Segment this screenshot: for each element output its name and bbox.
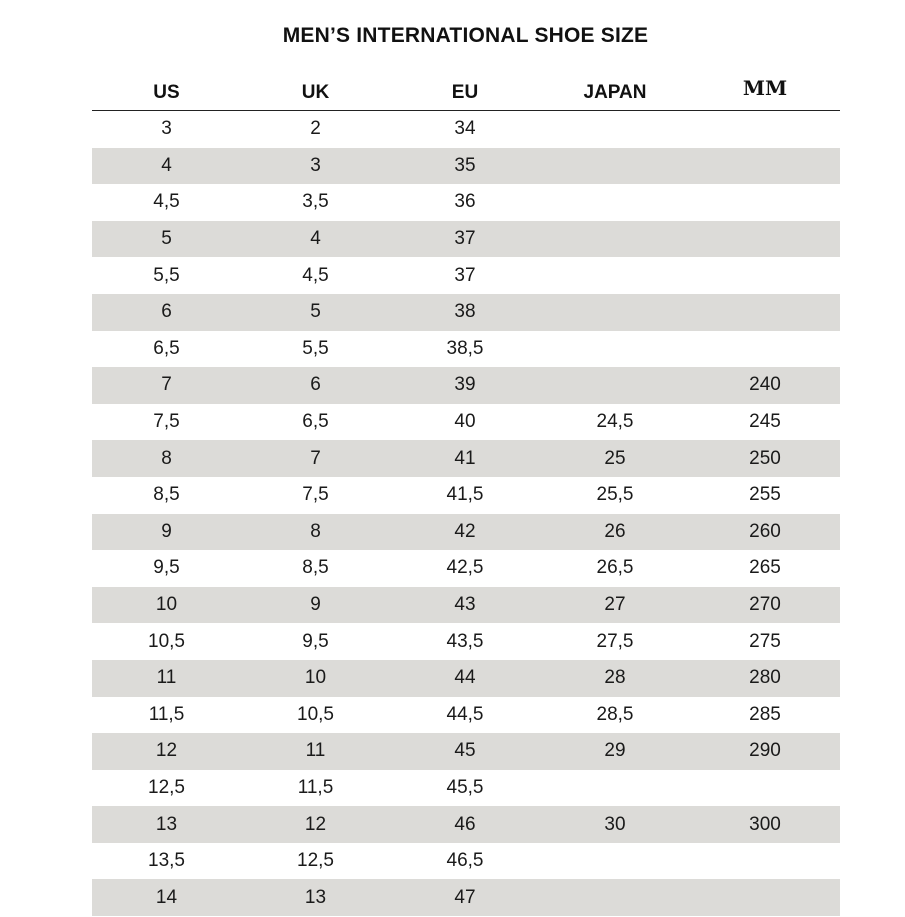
column-header-eu: EU	[451, 82, 479, 103]
cell-eu: 43	[454, 594, 476, 616]
cell-eu: 44	[454, 667, 476, 689]
column-header-mm: MM	[742, 76, 788, 100]
table-row	[92, 697, 840, 734]
table-row	[92, 514, 840, 551]
cell-mm: 245	[749, 411, 781, 433]
cell-japan: 28	[604, 667, 626, 689]
cell-mm: 240	[749, 374, 781, 396]
cell-eu: 38,5	[446, 337, 484, 359]
cell-mm: 300	[749, 813, 781, 835]
cell-uk: 12,5	[297, 850, 334, 872]
cell-eu: 37	[454, 228, 476, 250]
cell-eu: 41	[454, 447, 476, 469]
cell-us: 8,5	[153, 484, 180, 506]
cell-us: 10	[155, 594, 178, 616]
cell-uk: 3,5	[302, 191, 329, 213]
cell-eu: 42	[454, 520, 476, 542]
cell-uk: 11,5	[297, 776, 334, 798]
cell-us: 8	[161, 447, 172, 469]
cell-eu: 47	[454, 886, 476, 908]
cell-us: 13,5	[148, 850, 185, 872]
table-header	[92, 76, 840, 111]
cell-us: 12	[155, 740, 178, 762]
cell-eu: 41,5	[446, 484, 484, 506]
cell-japan: 26,5	[596, 557, 634, 579]
table-row	[92, 184, 840, 221]
cell-eu: 34	[454, 118, 476, 140]
cell-mm: 285	[749, 703, 781, 725]
cell-us: 6	[161, 301, 172, 323]
cell-mm: 290	[749, 740, 781, 762]
size-table	[92, 76, 840, 916]
table-row	[92, 587, 840, 624]
table-row	[92, 879, 840, 916]
cell-eu: 37	[454, 264, 476, 286]
cell-japan: 28,5	[596, 703, 634, 725]
table-row	[92, 257, 840, 294]
cell-eu: 39	[454, 374, 476, 396]
cell-us: 6,5	[153, 337, 180, 359]
cell-eu: 46,5	[446, 850, 484, 872]
cell-mm: 265	[749, 557, 781, 579]
column-header-japan: JAPAN	[583, 82, 647, 103]
cell-us: 7	[161, 374, 172, 396]
cell-us: 5	[161, 228, 172, 250]
cell-us: 3	[161, 118, 172, 140]
cell-uk: 8,5	[302, 557, 329, 579]
table-row	[92, 294, 840, 331]
cell-eu: 35	[454, 154, 476, 176]
cell-japan: 24,5	[596, 411, 634, 433]
cell-japan: 27	[604, 594, 626, 616]
cell-japan: 25,5	[596, 484, 634, 506]
cell-japan: 30	[604, 813, 626, 835]
cell-uk: 11	[305, 740, 326, 762]
cell-us: 12,5	[148, 776, 185, 798]
cell-eu: 44,5	[446, 703, 484, 725]
cell-us: 4	[161, 154, 172, 176]
cell-japan: 27,5	[596, 630, 634, 652]
table-row	[92, 440, 840, 477]
cell-uk: 10,5	[297, 703, 334, 725]
table-row	[92, 770, 840, 807]
table-row	[92, 660, 840, 697]
cell-uk: 3	[310, 154, 321, 176]
cell-mm: 270	[749, 594, 781, 616]
cell-uk: 5,5	[302, 337, 329, 359]
cell-uk: 4,5	[302, 264, 329, 286]
table-body	[92, 111, 840, 916]
cell-mm: 260	[749, 520, 781, 542]
cell-eu: 43,5	[446, 630, 484, 652]
table-row	[92, 733, 840, 770]
table-row	[92, 111, 840, 148]
cell-us: 9	[161, 520, 172, 542]
cell-eu: 45,5	[446, 776, 484, 798]
column-header-uk: UK	[301, 82, 330, 103]
cell-uk: 5	[310, 301, 321, 323]
cell-us: 5,5	[153, 264, 180, 286]
cell-uk: 13	[304, 886, 327, 908]
cell-uk: 6	[310, 374, 321, 396]
table-row	[92, 148, 840, 185]
cell-uk: 12	[304, 813, 327, 835]
cell-uk: 9	[310, 594, 321, 616]
page-title: MEN’S INTERNATIONAL SHOE SIZE	[282, 24, 649, 47]
cell-uk: 7	[310, 447, 321, 469]
cell-us: 11,5	[148, 703, 185, 725]
cell-eu: 38	[454, 301, 476, 323]
cell-uk: 10	[304, 667, 327, 689]
cell-uk: 4	[310, 228, 321, 250]
cell-us: 13	[155, 813, 178, 835]
table-row	[92, 404, 840, 441]
cell-japan: 26	[604, 520, 626, 542]
table-row	[92, 221, 840, 258]
table-row	[92, 331, 840, 368]
cell-uk: 2	[310, 118, 321, 140]
cell-us: 10,5	[148, 630, 185, 652]
cell-us: 7,5	[153, 411, 180, 433]
cell-eu: 46	[454, 813, 476, 835]
cell-eu: 42,5	[446, 557, 484, 579]
cell-japan: 29	[604, 740, 626, 762]
cell-us: 14	[155, 886, 178, 908]
cell-mm: 250	[749, 447, 781, 469]
cell-uk: 9,5	[302, 630, 329, 652]
table-row	[92, 367, 840, 404]
cell-eu: 36	[454, 191, 476, 213]
table-row	[92, 550, 840, 587]
column-header-us: US	[153, 82, 180, 103]
cell-uk: 7,5	[302, 484, 329, 506]
cell-mm: 255	[749, 484, 781, 506]
cell-uk: 6,5	[302, 411, 329, 433]
table-row	[92, 806, 840, 843]
cell-eu: 45	[454, 740, 476, 762]
cell-us: 4,5	[153, 191, 180, 213]
cell-eu: 40	[454, 411, 476, 433]
cell-mm: 275	[749, 630, 781, 652]
cell-uk: 8	[310, 520, 321, 542]
cell-mm: 280	[749, 667, 781, 689]
table-row	[92, 843, 840, 880]
table-row	[92, 623, 840, 660]
cell-us: 9,5	[153, 557, 180, 579]
cell-us: 11	[156, 667, 177, 689]
table-row	[92, 477, 840, 514]
cell-japan: 25	[604, 447, 626, 469]
